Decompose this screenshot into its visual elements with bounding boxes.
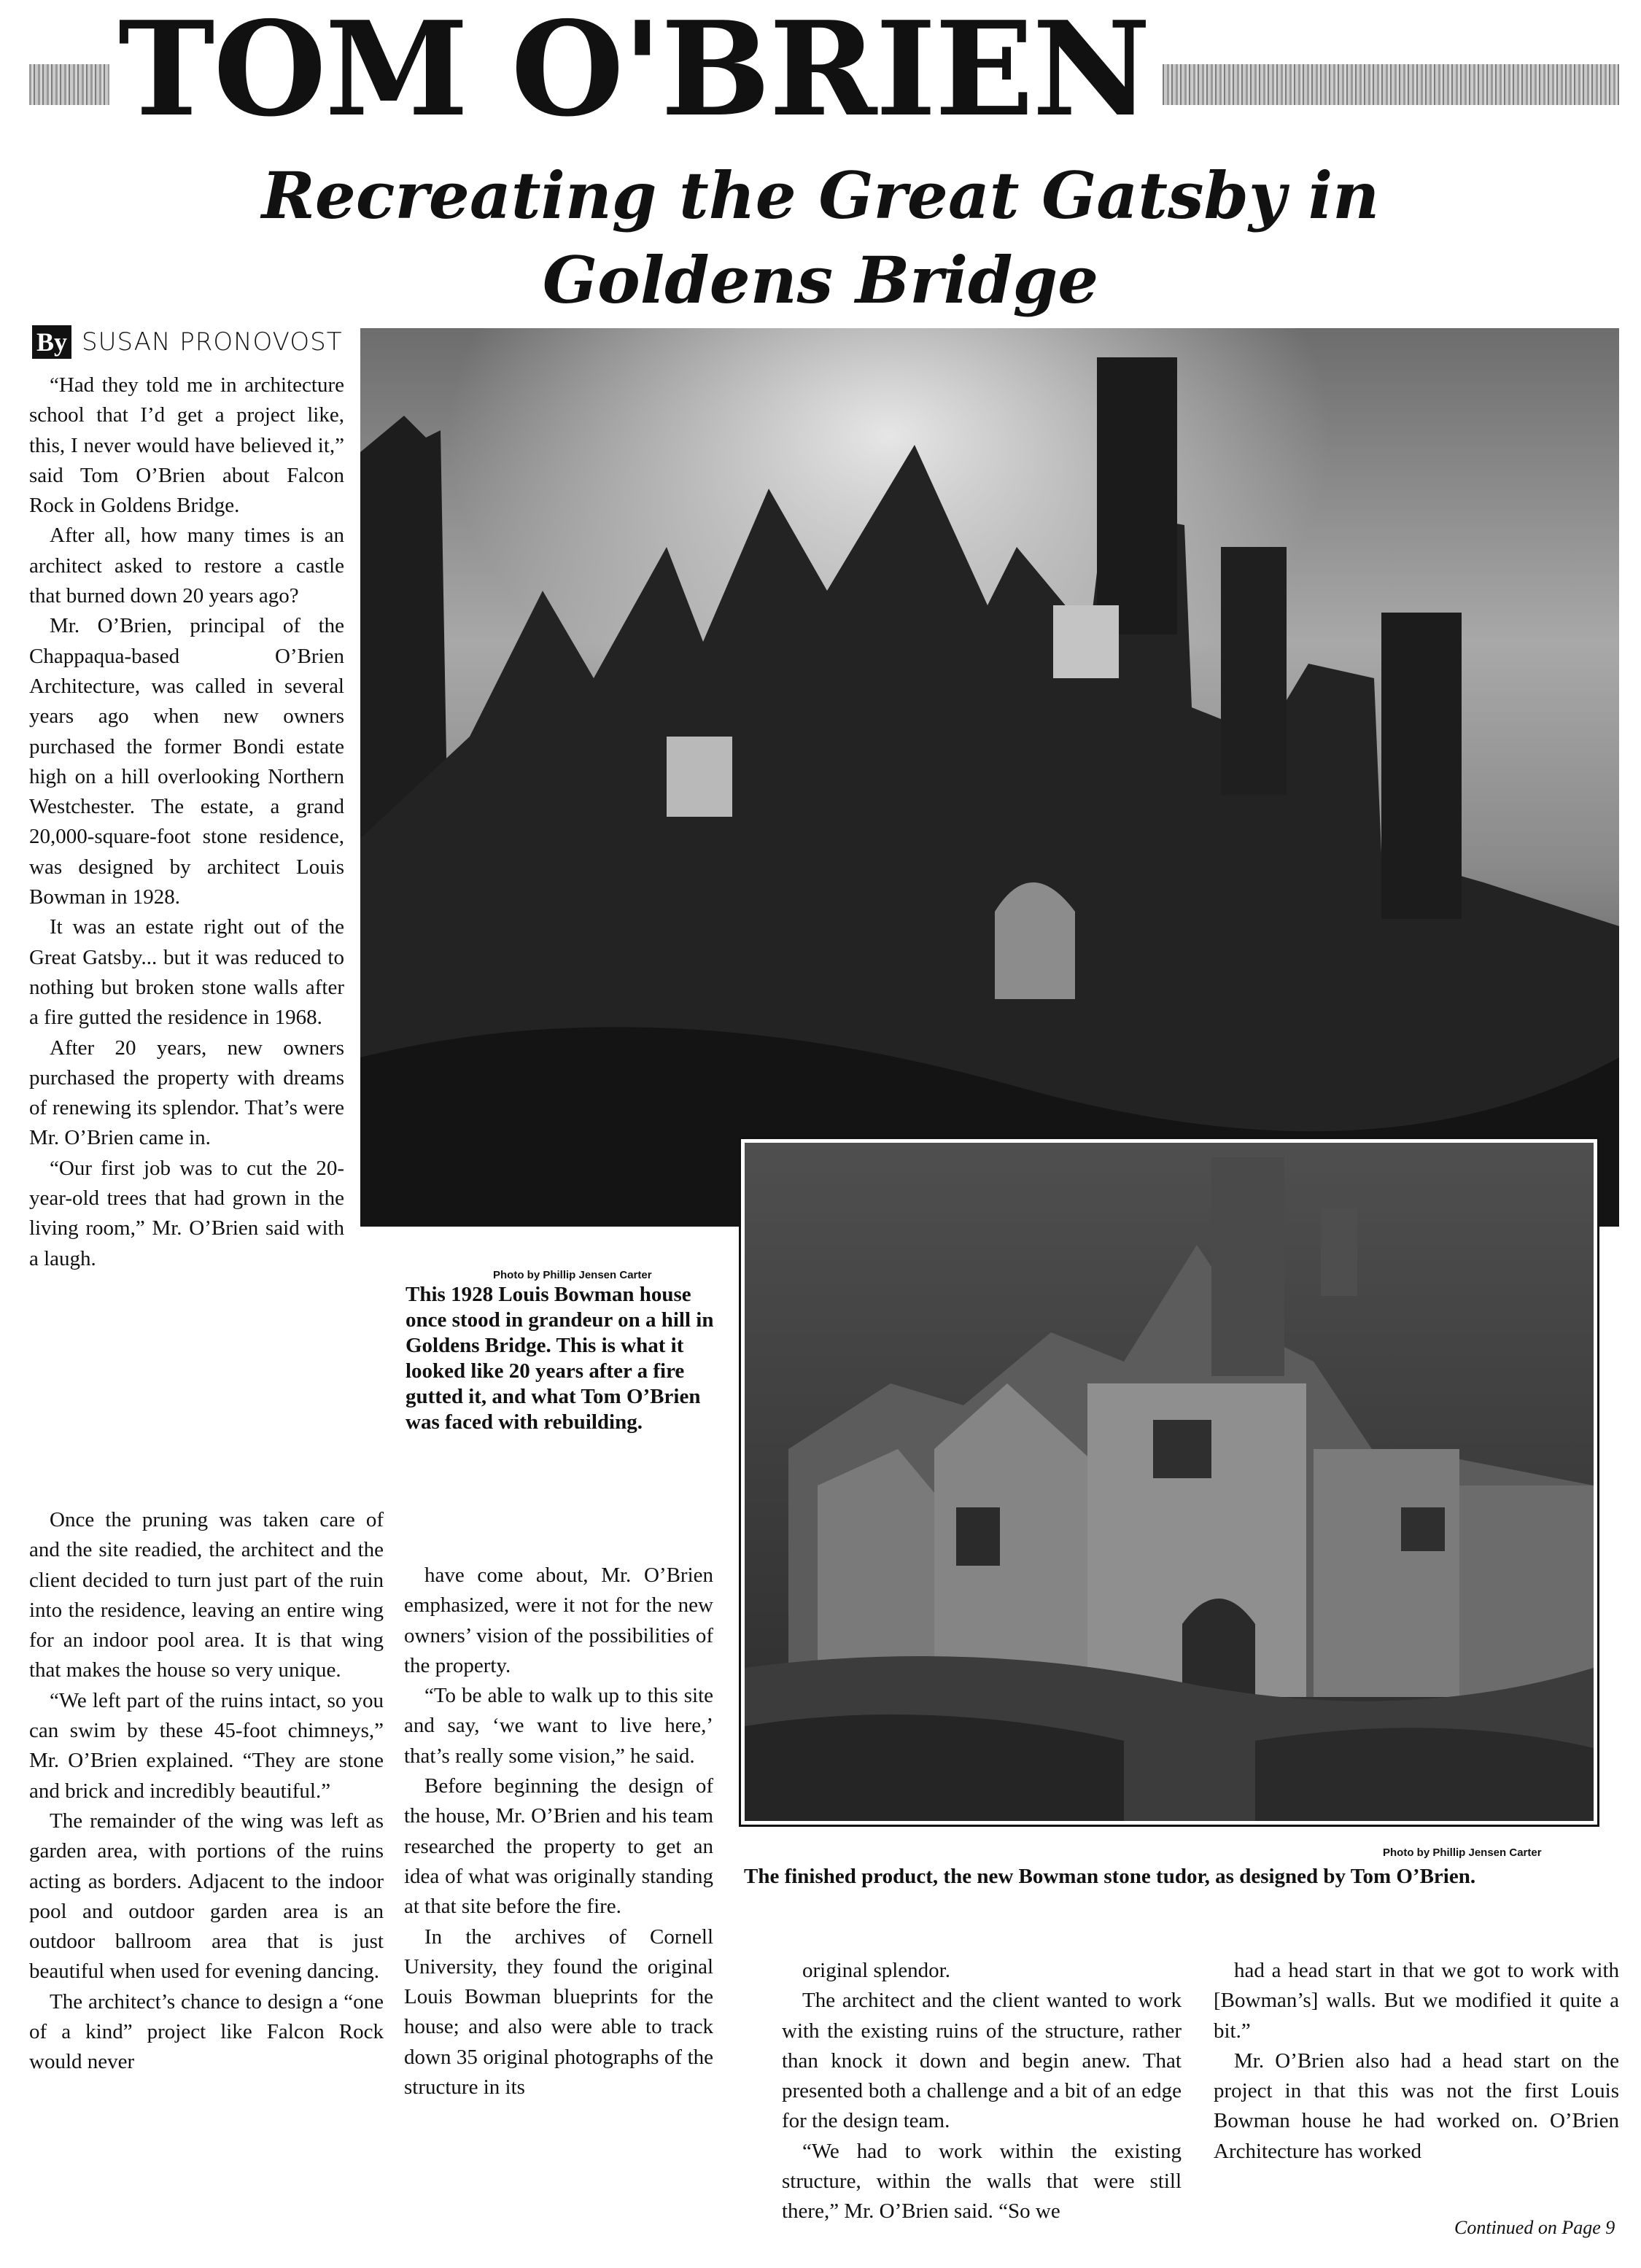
article-paragraph: The architect’s chance to design a “one of a kind” project like Falcon Rock would never [29,1989,384,2074]
finished-photo-caption: The finished product, the new Bowman stone tudor, as designed by Tom O’Brien. [744,1865,1476,1888]
article-paragraph: After all, how many times is an architect asked to restore a castle that burned down 20 years ago? [29,524,344,608]
ruins-photo-image [360,328,1619,1227]
article-column-1-lower [29,1505,384,2078]
ruins-photo [360,328,1619,1227]
article-paragraph: original splendor. [802,1959,950,1982]
article-paragraph: “We had to work within the existing structure, within the walls that were still there,” Mr. O’Brien said. “So we [782,2139,1182,2224]
article-paragraph: “Had they told me in architecture school that I’d get a project like, this, I never would have believed it,” said Tom O’Brien about Falcon Rock in Goldens Bridge. [29,373,344,518]
article-column-1-upper [29,370,344,1274]
article-paragraph: “We left part of the ruins intact, so you can swim by these 45-foot chimneys,” Mr. O’Brien explained. “They are stone and brick and incredibly beautiful.” [29,1688,384,1803]
finished-photo-credit: Photo by Phillip Jensen Carter [1383,1846,1542,1859]
article-paragraph: “To be able to walk up to this site and say, ‘we want to live here,’ that’s really some vision,” he said. [404,1684,713,1768]
article-paragraph: Before beginning the design of the house, Mr. O’Brien and his team researched the property to get an idea of what was originally standing at that site before the fire. [404,1774,713,1919]
article-column-2 [404,1561,713,2102]
ruins-photo-credit: Photo by Phillip Jensen Carter [493,1269,652,1281]
article-paragraph: After 20 years, new owners purchased the property with dreams of renewing its splendor. That’s were Mr. O’Brien came in. [29,1036,344,1150]
article-paragraph: Mr. O’Brien also had a head start on the project in that this was not the first Louis Bowman house he had worked on. O’Brien Architecture has worked [1214,2048,1619,2163]
headline-line-1: Recreating the Great Gatsby in [261,158,1380,233]
headline [168,153,1473,322]
article-paragraph: Mr. O’Brien, principal of the Chappaqua-based O’Brien Architecture, was called in several years ago when new owners purchased the former Bondi estate high on a hill overlooking Northern Westchester. The estate, a grand 20,000-square-foot stone residence, was designed by architect Louis Bowman in 1928. [29,614,344,909]
article-paragraph: The architect and the client wanted to work with the existing ruins of the structure, rather than knock it down and begin anew. That presented both a challenge and a bit of an edge for the design team. [782,1989,1182,2133]
finished-house-photo [741,1139,1597,1825]
article-column-3 [782,1956,1182,2227]
article-paragraph: The remainder of the wing was left as garden area, with portions of the ruins acting as borders. Adjacent to the indoor pool and outdoor garden area is an outdoor ballroom area that is just beautiful when used for evening dancing. [29,1809,384,1984]
ruins-photo-caption: This 1928 Louis Bowman house once stood in grandeur on a hill in Goldens Bridge. This is what it looked like 20 years after a fire gutted it, and what Tom O’Brien was faced with rebuilding. [406,1283,714,1434]
headline-line-2: Goldens Bridge [542,242,1099,318]
finished-house-photo-image [745,1143,1594,1821]
article-paragraph: have come about, Mr. O’Brien emphasized, were it not for the new owners’ vision of the possibilities of the property. [404,1564,713,1677]
byline [32,322,342,362]
article-paragraph: had a head start in that we got to work with [Bowman’s] walls. But we modified it quite a bit.” [1214,1959,1619,2043]
article-paragraph: Once the pruning was taken care of and the site readied, the architect and the client decided to turn just part of the ruin into the residence, leaving an entire wing for an indoor pool area. It is that wing that makes the house so very unique. [29,1508,384,1682]
article-paragraph: “Our first job was to cut the 20-year-old trees that had grown in the living room,” Mr. O’Brien said with a laugh. [29,1156,344,1270]
article-column-4 [1214,1956,1619,2167]
continued-on-page: Continued on Page 9 [1454,2217,1615,2238]
byline-prefix: By [32,325,71,359]
byline-author: SUSAN PRONOVOST [82,327,343,357]
article-paragraph: In the archives of Cornell University, they found the original Louis Bowman blueprints for the house; and also were able to track down 35 original photographs of the structure in its [404,1925,713,2100]
article-paragraph: It was an estate right out of the Great Gatsby... but it was reduced to nothing but broken stone walls after a fire gutted the residence in 1968. [29,915,344,1030]
masthead-title: TOM O'BRIEN [109,4,1163,134]
